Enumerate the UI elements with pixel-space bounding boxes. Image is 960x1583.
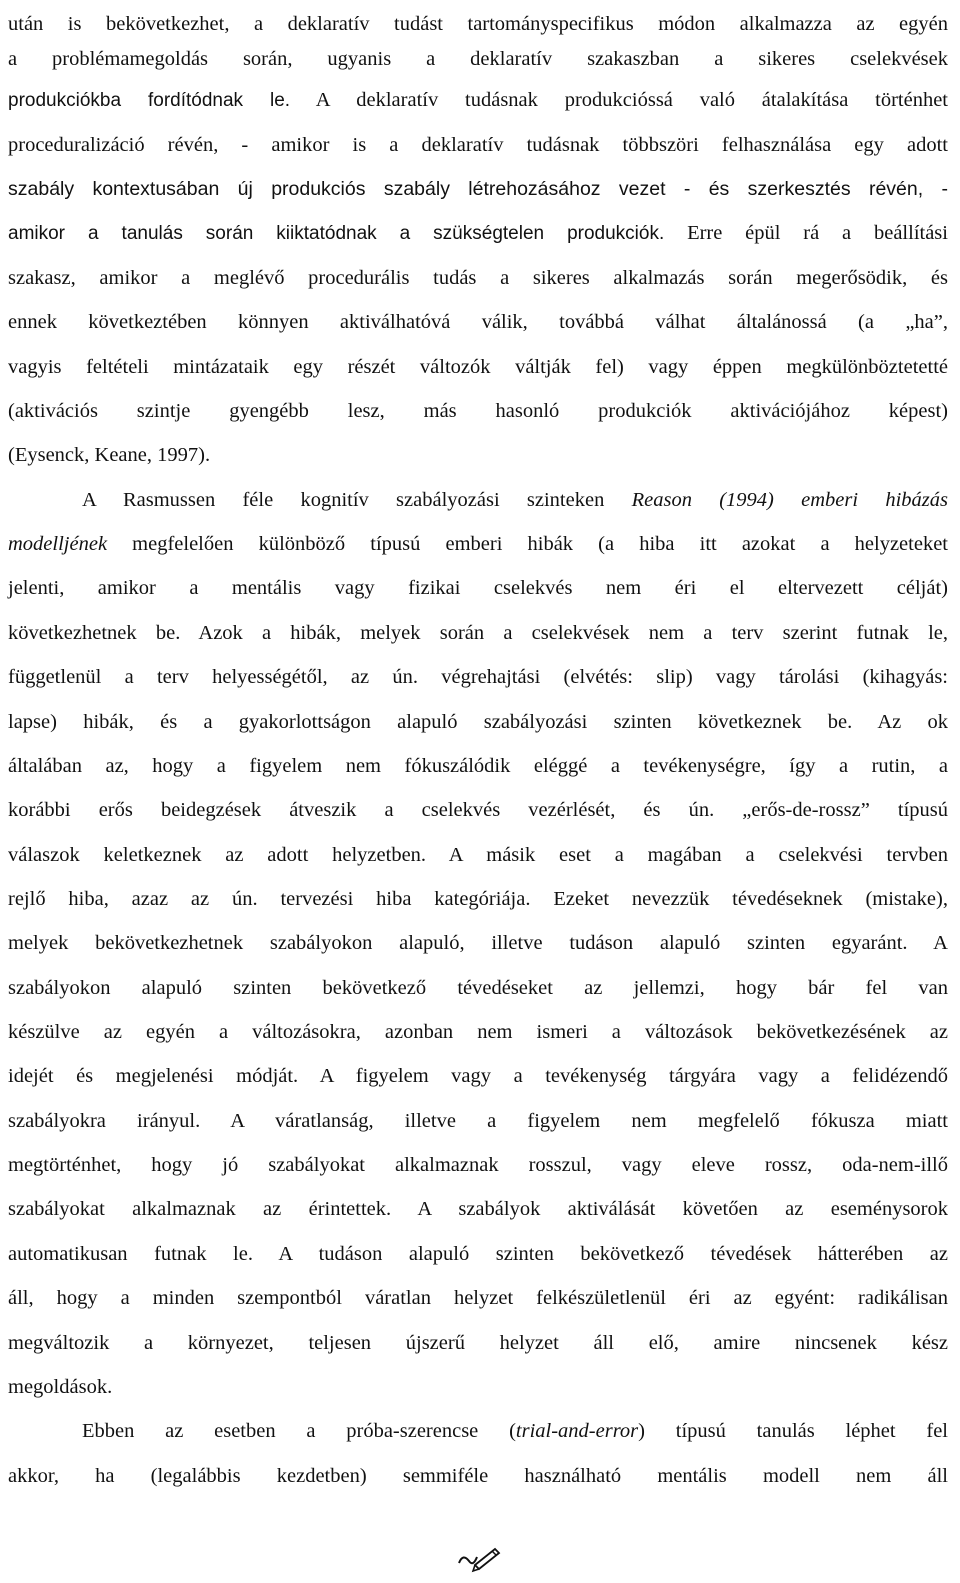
text-line: automatikusan futnak le. A tudáson alapuló szinten bekövetkező tévedések hátterében az [8, 1243, 948, 1265]
text-line [8, 88, 948, 112]
text-span-sans: amikor a tanulás során kiiktatódnak a szükségtelen produkciók. [8, 223, 665, 244]
text-line: készülve az egyén a változásokra, azonban nem ismeri a változások bekövetkezésének az [8, 1021, 948, 1043]
text-span-serif: A deklaratív tudásnak produkcióssá való átalakítása történhet [290, 89, 948, 111]
text-line: lapse) hibák, és a gyakorlottságon alapuló szabályozási szinten következnek be. Az ok [8, 711, 948, 733]
text-line: szabályokon alapuló szinten bekövetkező tévedéseket az jellemzi, hogy bár fel van [8, 977, 948, 999]
text-span-serif: Erre épül rá a beállítási [664, 222, 948, 244]
text-line: jelenti, amikor a mentális vagy fizikai cselekvés nem éri el eltervezett célját) [8, 577, 948, 599]
text-line: áll, hogy a minden szempontból váratlan helyzet felkészületlenül éri az egyént: radikálisan [8, 1287, 948, 1309]
italic-reference: Reason (1994) emberi hibázás [631, 489, 948, 511]
text-line: szakasz, amikor a meglévő procedurális tudás a sikeres alkalmazás során megerősödik, és [8, 267, 948, 289]
text-line: után is bekövetkezhet, a deklaratív tudást tartományspecifikus módon alkalmazza az egyén [8, 13, 948, 35]
text-line [8, 532, 948, 556]
text-line: (Eysenck, Keane, 1997). [8, 444, 211, 466]
text-line [8, 221, 948, 245]
text-span-sans: produkciókba fordítódnak le. [8, 90, 291, 111]
text-line: megtörténhet, hogy jó szabályokat alkalmaznak rosszul, vagy eleve rossz, oda-nem-illő [8, 1154, 948, 1176]
text-line: szabályokat alkalmaznak az érintettek. A szabályok aktiválását követően az eseménysorok [8, 1198, 948, 1220]
paragraph-start-line [82, 488, 948, 512]
text-line: akkor, ha (legalábbis kezdetben) semmiféle használható mentális modell nem áll [8, 1465, 948, 1487]
paragraph-start-line [82, 1419, 948, 1443]
text-line: megoldások. [8, 1376, 113, 1398]
text-line: szabály kontextusában új produkciós szabály létrehozásához vezet - és szerkesztés révén, - [8, 178, 948, 200]
text-line: rejlő hiba, azaz az ún. tervezési hiba kategóriája. Ezeket nevezzük tévedéseknek (mistake), [8, 888, 948, 910]
text-line: melyek bekövetkezhetnek szabályokon alapuló, illetve tudáson alapuló szinten egyaránt. A [8, 932, 948, 954]
italic-term: modelljének [8, 533, 108, 555]
text-span: Ebben az esetben a próba-szerencse ( [82, 1420, 516, 1442]
text-line: általában az, hogy a figyelem nem fókuszálódik eléggé a tevékenységre, így a rutin, a [8, 755, 948, 777]
text-line: megváltozik a környezet, teljesen újszerű helyzet áll elő, amire nincsenek kész [8, 1332, 948, 1354]
text-span: ) típusú tanulás léphet fel [638, 1420, 948, 1442]
text-line: idejét és megjelenési módját. A figyelem vagy a tevékenység tárgyára vagy a felidézendő [8, 1065, 948, 1087]
text-line: (aktivációs szintje gyengébb lesz, más hasonló produkciók aktivációjához képest) [8, 400, 948, 422]
italic-term: trial-and-error [515, 1420, 639, 1442]
text-line: szabályokra irányul. A váratlanság, illetve a figyelem nem megfelelő fókusza miatt [8, 1110, 948, 1132]
text-line: ennek következtében könnyen aktiválhatóvá válik, továbbá válhat általánossá (a „ha”, [8, 311, 948, 333]
text-span: A Rasmussen féle kognitív szabályozási szinteken [82, 489, 632, 511]
text-line: korábbi erős beidegzések átveszik a cselekvés vezérlését, és ún. „erős-de-rossz” típusú [8, 799, 948, 821]
text-line: vagyis feltételi mintázataik egy részét változók váltják fel) vagy éppen megkülönböztetetté [8, 356, 948, 378]
text-line: következhetnek be. Azok a hibák, melyek során a cselekvések nem a terv szerint futnak le, [8, 622, 948, 644]
text-line: függetlenül a terv helyességétől, az ún. végrehajtási (elvétés: slip) vagy tárolási (kihagyás: [8, 666, 948, 688]
text-line: a problémamegoldás során, ugyanis a deklaratív szakaszban a sikeres cselekvések [8, 48, 948, 70]
text-line: válaszok keletkeznek az adott helyzetben. A másik eset a magában a cselekvési tervben [8, 844, 948, 866]
text-span: megfelelően különböző típusú emberi hibák (a hiba itt azokat a helyzeteket [107, 533, 948, 555]
pencil-icon [455, 1543, 505, 1573]
text-line: proceduralizáció révén, - amikor is a deklaratív tudásnak többszöri felhasználása egy adott [8, 134, 948, 156]
